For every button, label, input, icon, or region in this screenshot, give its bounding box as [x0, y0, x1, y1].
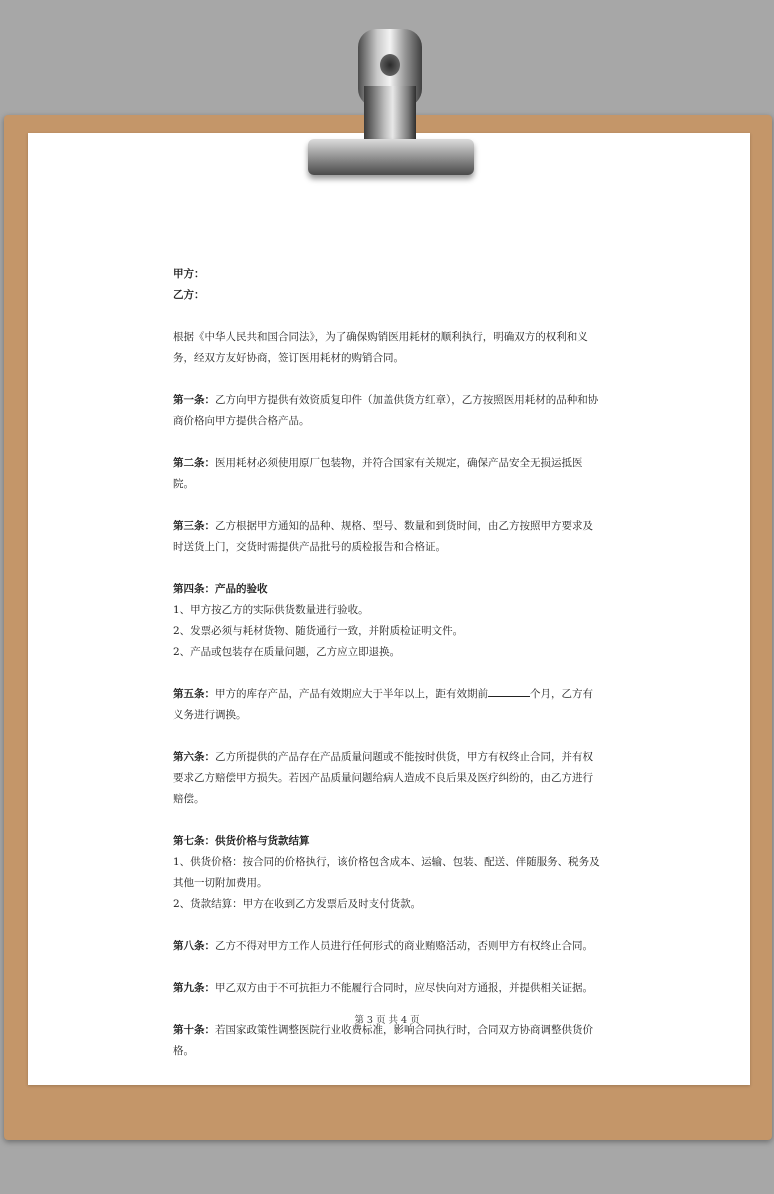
- article-label: 第五条：: [173, 688, 215, 700]
- article-label: 第九条：: [173, 982, 215, 994]
- article-label: 第十条：: [173, 1024, 215, 1036]
- article-text: 甲乙双方由于不可抗拒力不能履行合同时，应尽快向对方通报，并提供相关证据。: [215, 982, 593, 994]
- article-text: 个月，乙方有义务进行调换。: [173, 688, 593, 721]
- binder-clip-neck: [364, 86, 416, 146]
- article-7-heading: 第七条：供货价格与货款结算: [173, 835, 310, 847]
- article-label: 第一条：: [173, 394, 215, 406]
- article-8: [173, 936, 603, 957]
- binder-clip-hole: [380, 54, 400, 76]
- article-1: [173, 390, 603, 432]
- article-4-heading: 第四条：产品的验收: [173, 583, 268, 595]
- article-3: [173, 516, 603, 558]
- article-10: [173, 1020, 603, 1062]
- binder-clip: [300, 24, 480, 179]
- article-text: 医用耗材必须使用原厂包装物，并符合国家有关规定，确保产品安全无损运抵医院。: [173, 457, 583, 490]
- blank-fill-line: [488, 684, 530, 697]
- list-item: 2、货款结算：甲方在收到乙方发票后及时支付货款。: [173, 898, 422, 910]
- article-label: 第八条：: [173, 940, 215, 952]
- article-text: 若国家政策性调整医院行业收费标准，影响合同执行时，合同双方协商调整供货价格。: [173, 1024, 593, 1057]
- contract-body: [173, 264, 603, 1062]
- list-item: 1、甲方按乙方的实际供货数量进行验收。: [173, 604, 369, 616]
- list-item: 2、产品或包装存在质量问题，乙方应立即退换。: [173, 646, 401, 658]
- article-text: 乙方不得对甲方工作人员进行任何形式的商业贿赂活动，否则甲方有权终止合同。: [215, 940, 593, 952]
- article-label: 第六条：: [173, 751, 215, 763]
- article-text: 乙方根据甲方通知的品种、规格、型号、数量和到货时间，由乙方按照甲方要求及时送货上门，交货时需提供产品批号的质检报告和合格证。: [173, 520, 593, 553]
- list-item: 2、发票必须与耗材货物、随货通行一致，并附质检证明文件。: [173, 625, 464, 637]
- article-text: 乙方向甲方提供有效资质复印件（加盖供货方红章），乙方按照医用耗材的品种和协商价格向甲方提供合格产品。: [173, 394, 599, 427]
- party-a-line: 甲方：: [173, 268, 205, 280]
- article-9: [173, 978, 603, 999]
- article-2: [173, 453, 603, 495]
- party-b-line: 乙方：: [173, 289, 205, 301]
- article-5: [173, 684, 603, 726]
- article-6: [173, 747, 603, 810]
- binder-clip-bar: [308, 139, 474, 175]
- list-item: 1、供货价格：按合同的价格执行，该价格包含成本、运输、包装、配送、伴随服务、税务及其他一切附加费用。: [173, 856, 600, 889]
- article-text: 乙方所提供的产品存在产品质量问题或不能按时供货，甲方有权终止合同，并有权要求乙方赔偿甲方损失。若因产品质量问题给病人造成不良后果及医疗纠纷的，由乙方进行赔偿。: [173, 751, 593, 805]
- page-number: 第 3 页 共 4 页: [354, 1015, 420, 1026]
- article-label: 第三条：: [173, 520, 215, 532]
- intro-paragraph: 根据《中华人民共和国合同法》，为了确保购销医用耗材的顺利执行，明确双方的权利和义务，经双方友好协商，签订医用耗材的购销合同。: [173, 331, 588, 364]
- article-label: 第二条：: [173, 457, 215, 469]
- article-text: 甲方的库存产品，产品有效期应大于半年以上，距有效期前: [215, 688, 488, 700]
